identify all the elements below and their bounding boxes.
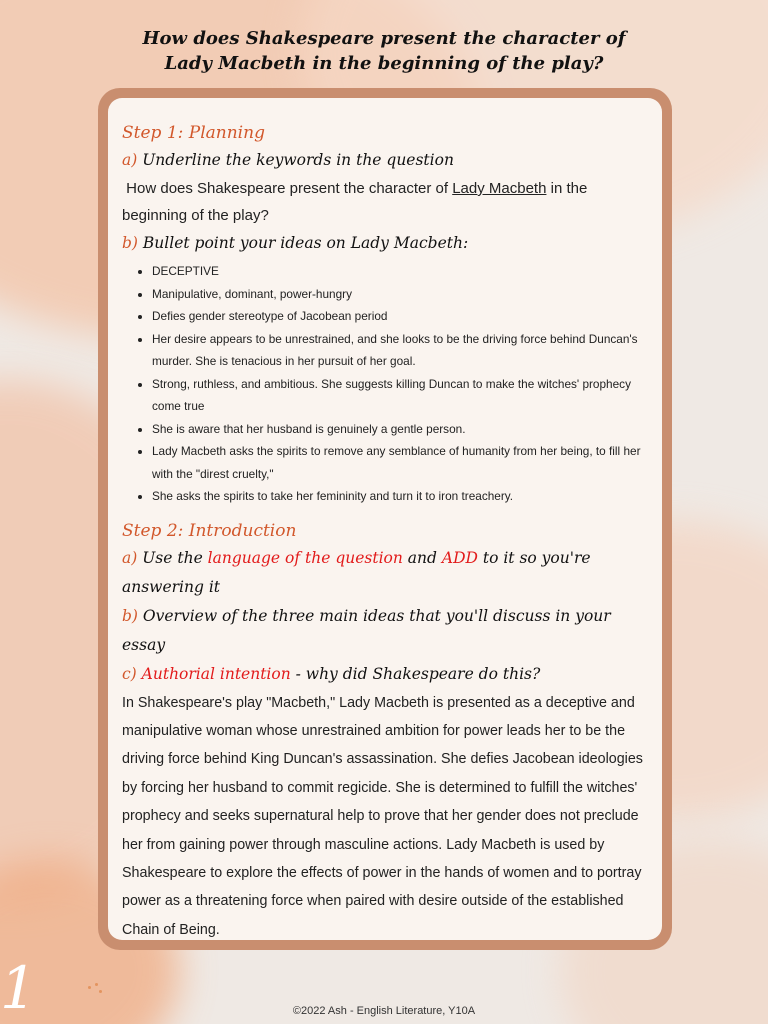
list-item: • Her desire appears to be unrestrained, and she looks to be the driving force behind Duncan's murder. She is tenacious in her pursuit of her goal. [152,328,646,373]
step2-b-marker: b) [122,606,138,625]
question-after: in the beginning of the play? [122,180,588,224]
page-number: 1 [0,954,37,1022]
question-keyword: Lady Macbeth [452,180,547,197]
step1-instruction-a [122,146,646,175]
list-item: • She asks the spirits to take her femininity and turn it to iron treachery. [152,485,646,508]
step1-heading: Step 1: Planning [122,123,265,143]
list-item: • Lady Macbeth asks the spirits to remove any semblance of humanity from her being, to fill her with the "direst cruelty," [152,440,646,485]
step2-a-post: to it so you're answering it [122,548,591,596]
step1-a-text: Underline the keywords in the question [142,151,454,169]
list-item: • She is aware that her husband is genuinely a gentle person. [152,418,646,441]
step2-instruction-b [122,602,646,660]
list-item: • Strong, ruthless, and ambitious. She suggests killing Duncan to make the witches' prophecy come true [152,373,646,418]
list-item: • DECEPTIVE [152,260,646,283]
list-item: • Manipulative, dominant, power-hungry [152,283,646,306]
step2-c-marker: c) [122,664,137,683]
step2-b-text: Overview of the three main ideas that you'll discuss in your essay [122,606,611,654]
question-before: How does Shakespeare present the character of [126,180,453,197]
step2-a-pre: Use the [142,548,208,567]
step2-a-highlight-1: language of the question [207,548,403,567]
step1-b-text: Bullet point your ideas on Lady Macbeth: [142,234,469,252]
list-item: • Defies gender stereotype of Jacobean period [152,305,646,328]
introduction-paragraph: In Shakespeare's play "Macbeth," Lady Macbeth is presented as a deceptive and manipulative woman whose unrestrained ambition for power leads her to be the driving force behind King Duncan's assassination. She defies Jacobean ideologies by forcing her husband to commit regicide. She is determined to fulfill the witches' prophecy and seeks supernatural help to prove that her gender does not preclude her from gaining power through masculine actions. Lady Macbeth is used by Shakespeare to explore the effects of power in the hands of women and to portray power as a threatening force when paired with desire outside of the established Chain of Being. [122,694,643,938]
step1-b-marker: b) [122,234,138,252]
step2-c-highlight: Authorial intention [141,664,291,683]
title-line-1: How does Shakespeare present the character of [142,28,626,49]
ideas-list [122,260,646,508]
step1-a-marker: a) [122,151,138,169]
step2-a-highlight-2: ADD [441,548,478,567]
title-line-2: Lady Macbeth in the beginning of the play? [164,53,604,74]
worksheet-card-inner [108,98,662,940]
step2-heading: Step 2: Introduction [122,520,297,541]
step2-a-marker: a) [122,548,138,567]
step2-c-post: - why did Shakespeare do this? [290,664,541,683]
step1-instruction-b [122,229,646,258]
step2-instruction-c [122,660,646,689]
page-title [0,26,768,76]
step2-instruction-a [122,544,646,602]
footer-copyright: ©2022 Ash - English Literature, Y10A [292,1005,476,1017]
essay-question [122,175,646,229]
step2-a-mid: and [402,548,442,567]
worksheet-card [98,88,672,950]
